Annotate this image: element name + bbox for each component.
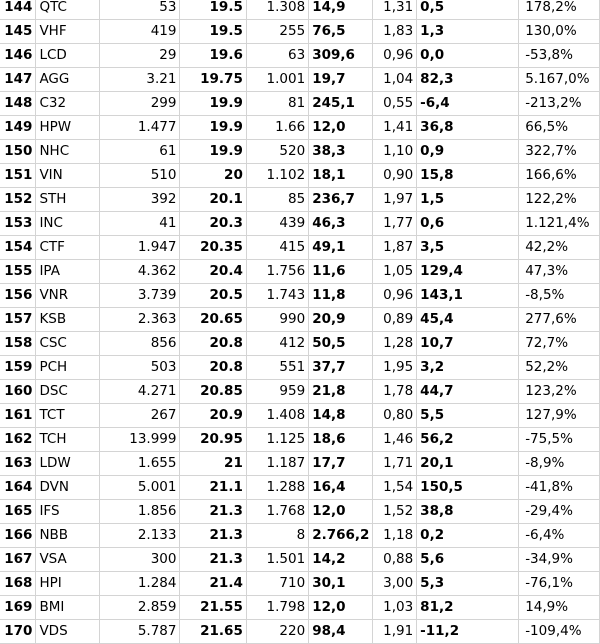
value-d-cell[interactable]: 76,5 [309, 20, 373, 44]
value-e-cell[interactable]: 1,05 [373, 260, 417, 284]
value-a-cell[interactable]: 1.655 [99, 452, 180, 476]
value-e-cell[interactable]: 1,77 [373, 212, 417, 236]
value-d-cell[interactable]: 11,8 [309, 284, 373, 308]
table-row [0, 428, 600, 452]
value-d-cell[interactable]: 18,6 [309, 428, 373, 452]
value-e-cell[interactable]: 1,04 [373, 68, 417, 92]
value-f-cell[interactable]: 143,1 [417, 284, 519, 308]
ticker-cell[interactable]: VDS [36, 620, 99, 644]
row-number-cell[interactable]: 167 [0, 548, 36, 572]
value-b-cell[interactable]: 20.8 [180, 356, 246, 380]
ticker-cell[interactable]: VNR [36, 284, 99, 308]
value-f-cell[interactable]: 15,8 [417, 164, 519, 188]
value-d-cell[interactable]: 14,9 [309, 0, 373, 20]
value-g-cell[interactable]: 42,2% [519, 236, 600, 260]
value-d-cell[interactable]: 16,4 [309, 476, 373, 500]
value-g-cell[interactable]: 47,3% [519, 260, 600, 284]
value-d-cell[interactable]: 49,1 [309, 236, 373, 260]
value-b-cell[interactable]: 19.9 [180, 116, 246, 140]
table-row [0, 260, 600, 284]
value-d-cell[interactable]: 98,4 [309, 620, 373, 644]
value-c-cell[interactable]: 1.743 [246, 284, 308, 308]
table-row [0, 68, 600, 92]
value-d-cell[interactable]: 309,6 [309, 44, 373, 68]
value-g-cell[interactable]: 72,7% [519, 332, 600, 356]
value-f-cell[interactable]: 150,5 [417, 476, 519, 500]
value-e-cell[interactable]: 1,83 [373, 20, 417, 44]
value-b-cell[interactable]: 21.3 [180, 500, 246, 524]
value-d-cell[interactable]: 19,7 [309, 68, 373, 92]
value-c-cell[interactable]: 85 [246, 188, 308, 212]
table-row [0, 596, 600, 620]
table-row [0, 404, 600, 428]
ticker-cell[interactable]: TCT [36, 404, 99, 428]
value-d-cell[interactable]: 12,0 [309, 116, 373, 140]
value-f-cell[interactable]: 0,6 [417, 212, 519, 236]
row-number-cell[interactable]: 144 [0, 0, 36, 20]
value-g-cell[interactable]: -76,1% [519, 572, 600, 596]
ticker-cell[interactable]: IPA [36, 260, 99, 284]
value-g-cell[interactable]: 14,9% [519, 596, 600, 620]
value-c-cell[interactable]: 1.125 [246, 428, 308, 452]
value-a-cell[interactable]: 1.477 [99, 116, 180, 140]
value-e-cell[interactable]: 1,52 [373, 500, 417, 524]
value-a-cell[interactable]: 4.362 [99, 260, 180, 284]
value-b-cell[interactable]: 20.95 [180, 428, 246, 452]
value-a-cell[interactable]: 2.133 [99, 524, 180, 548]
value-d-cell[interactable]: 11,6 [309, 260, 373, 284]
value-a-cell[interactable]: 510 [99, 164, 180, 188]
ticker-cell[interactable]: HPI [36, 572, 99, 596]
value-f-cell[interactable]: 36,8 [417, 116, 519, 140]
value-f-cell[interactable]: 0,0 [417, 44, 519, 68]
value-e-cell[interactable]: 1,46 [373, 428, 417, 452]
ticker-cell[interactable]: TCH [36, 428, 99, 452]
value-a-cell[interactable]: 300 [99, 548, 180, 572]
ticker-cell[interactable]: NBB [36, 524, 99, 548]
ticker-cell[interactable]: HPW [36, 116, 99, 140]
ticker-cell[interactable]: C32 [36, 92, 99, 116]
row-number-cell[interactable]: 170 [0, 620, 36, 644]
value-c-cell[interactable]: 8 [246, 524, 308, 548]
value-f-cell[interactable]: 20,1 [417, 452, 519, 476]
value-f-cell[interactable]: 0,2 [417, 524, 519, 548]
value-g-cell[interactable]: 5.167,0% [519, 68, 600, 92]
ticker-cell[interactable]: KSB [36, 308, 99, 332]
value-f-cell[interactable]: 129,4 [417, 260, 519, 284]
value-c-cell[interactable]: 551 [246, 356, 308, 380]
value-c-cell[interactable]: 1.102 [246, 164, 308, 188]
table-row [0, 572, 600, 596]
value-a-cell[interactable]: 5.001 [99, 476, 180, 500]
value-f-cell[interactable]: 45,4 [417, 308, 519, 332]
value-b-cell[interactable]: 21.3 [180, 524, 246, 548]
value-c-cell[interactable]: 439 [246, 212, 308, 236]
value-f-cell[interactable]: 3,5 [417, 236, 519, 260]
value-c-cell[interactable]: 710 [246, 572, 308, 596]
value-b-cell[interactable]: 21.55 [180, 596, 246, 620]
table-row [0, 0, 600, 20]
value-b-cell[interactable]: 20.8 [180, 332, 246, 356]
value-g-cell[interactable]: 178,2% [519, 0, 600, 20]
value-c-cell[interactable]: 1.288 [246, 476, 308, 500]
value-f-cell[interactable]: -11,2 [417, 620, 519, 644]
table-row [0, 356, 600, 380]
row-number-cell[interactable]: 159 [0, 356, 36, 380]
value-g-cell[interactable]: -41,8% [519, 476, 600, 500]
value-b-cell[interactable]: 20.4 [180, 260, 246, 284]
table-row [0, 548, 600, 572]
table-row [0, 308, 600, 332]
value-e-cell[interactable]: 3,00 [373, 572, 417, 596]
table-row [0, 212, 600, 236]
value-b-cell[interactable]: 19.9 [180, 92, 246, 116]
row-number-cell[interactable]: 146 [0, 44, 36, 68]
value-e-cell[interactable]: 1,78 [373, 380, 417, 404]
ticker-cell[interactable]: DVN [36, 476, 99, 500]
table-row [0, 140, 600, 164]
value-f-cell[interactable]: 3,2 [417, 356, 519, 380]
value-a-cell[interactable]: 61 [99, 140, 180, 164]
row-number-cell[interactable]: 149 [0, 116, 36, 140]
ticker-cell[interactable]: CSC [36, 332, 99, 356]
value-a-cell[interactable]: 1.284 [99, 572, 180, 596]
value-g-cell[interactable]: -6,4% [519, 524, 600, 548]
value-f-cell[interactable]: 5,6 [417, 548, 519, 572]
value-b-cell[interactable]: 19.9 [180, 140, 246, 164]
row-number-cell[interactable]: 154 [0, 236, 36, 260]
value-f-cell[interactable]: 38,8 [417, 500, 519, 524]
value-d-cell[interactable]: 2.766,2 [309, 524, 373, 548]
value-e-cell[interactable]: 0,96 [373, 44, 417, 68]
table-row [0, 380, 600, 404]
value-d-cell[interactable]: 20,9 [309, 308, 373, 332]
value-b-cell[interactable]: 19.5 [180, 20, 246, 44]
value-g-cell[interactable]: -53,8% [519, 44, 600, 68]
value-e-cell[interactable]: 1,95 [373, 356, 417, 380]
value-e-cell[interactable]: 0,80 [373, 404, 417, 428]
row-number-cell[interactable]: 150 [0, 140, 36, 164]
value-a-cell[interactable]: 2.859 [99, 596, 180, 620]
value-c-cell[interactable]: 1.798 [246, 596, 308, 620]
value-g-cell[interactable]: -75,5% [519, 428, 600, 452]
value-g-cell[interactable]: 123,2% [519, 380, 600, 404]
table-row [0, 92, 600, 116]
row-number-cell[interactable]: 148 [0, 92, 36, 116]
value-g-cell[interactable]: 122,2% [519, 188, 600, 212]
row-number-cell[interactable]: 160 [0, 380, 36, 404]
value-b-cell[interactable]: 20.35 [180, 236, 246, 260]
value-b-cell[interactable]: 20.9 [180, 404, 246, 428]
value-c-cell[interactable]: 1.501 [246, 548, 308, 572]
value-g-cell[interactable]: 322,7% [519, 140, 600, 164]
value-b-cell[interactable]: 21 [180, 452, 246, 476]
value-d-cell[interactable]: 30,1 [309, 572, 373, 596]
value-c-cell[interactable]: 990 [246, 308, 308, 332]
ticker-cell[interactable]: VIN [36, 164, 99, 188]
value-a-cell[interactable]: 856 [99, 332, 180, 356]
value-c-cell[interactable]: 220 [246, 620, 308, 644]
row-number-cell[interactable]: 151 [0, 164, 36, 188]
value-c-cell[interactable]: 1.187 [246, 452, 308, 476]
value-f-cell[interactable]: 1,3 [417, 20, 519, 44]
value-a-cell[interactable]: 2.363 [99, 308, 180, 332]
ticker-cell[interactable]: CTF [36, 236, 99, 260]
value-f-cell[interactable]: 5,5 [417, 404, 519, 428]
value-f-cell[interactable]: 81,2 [417, 596, 519, 620]
value-g-cell[interactable]: -34,9% [519, 548, 600, 572]
value-d-cell[interactable]: 14,8 [309, 404, 373, 428]
table-row [0, 116, 600, 140]
value-b-cell[interactable]: 20.5 [180, 284, 246, 308]
ticker-cell[interactable]: INC [36, 212, 99, 236]
row-number-cell[interactable]: 153 [0, 212, 36, 236]
value-f-cell[interactable]: 44,7 [417, 380, 519, 404]
row-number-cell[interactable]: 157 [0, 308, 36, 332]
value-b-cell[interactable]: 21.4 [180, 572, 246, 596]
value-f-cell[interactable]: 5,3 [417, 572, 519, 596]
value-d-cell[interactable]: 46,3 [309, 212, 373, 236]
value-b-cell[interactable]: 20.65 [180, 308, 246, 332]
value-e-cell[interactable]: 1,87 [373, 236, 417, 260]
value-e-cell[interactable]: 1,31 [373, 0, 417, 20]
value-a-cell[interactable]: 267 [99, 404, 180, 428]
value-f-cell[interactable]: 0,5 [417, 0, 519, 20]
ticker-cell[interactable]: DSC [36, 380, 99, 404]
table-row [0, 500, 600, 524]
value-a-cell[interactable]: 392 [99, 188, 180, 212]
value-f-cell[interactable]: 10,7 [417, 332, 519, 356]
row-number-cell[interactable]: 162 [0, 428, 36, 452]
value-g-cell[interactable]: -213,2% [519, 92, 600, 116]
value-a-cell[interactable]: 13.999 [99, 428, 180, 452]
value-c-cell[interactable]: 520 [246, 140, 308, 164]
value-e-cell[interactable]: 1,28 [373, 332, 417, 356]
value-g-cell[interactable]: -29,4% [519, 500, 600, 524]
value-e-cell[interactable]: 0,96 [373, 284, 417, 308]
value-e-cell[interactable]: 1,91 [373, 620, 417, 644]
value-d-cell[interactable]: 245,1 [309, 92, 373, 116]
value-b-cell[interactable]: 20.3 [180, 212, 246, 236]
ticker-cell[interactable]: STH [36, 188, 99, 212]
value-c-cell[interactable]: 415 [246, 236, 308, 260]
table-row [0, 524, 600, 548]
value-g-cell[interactable]: 130,0% [519, 20, 600, 44]
table-row [0, 620, 600, 644]
value-a-cell[interactable]: 41 [99, 212, 180, 236]
value-f-cell[interactable]: 82,3 [417, 68, 519, 92]
row-number-cell[interactable]: 168 [0, 572, 36, 596]
ticker-cell[interactable]: QTC [36, 0, 99, 20]
value-d-cell[interactable]: 50,5 [309, 332, 373, 356]
value-d-cell[interactable]: 37,7 [309, 356, 373, 380]
value-g-cell[interactable]: -109,4% [519, 620, 600, 644]
value-e-cell[interactable]: 1,54 [373, 476, 417, 500]
row-number-cell[interactable]: 155 [0, 260, 36, 284]
value-e-cell[interactable]: 0,90 [373, 164, 417, 188]
value-e-cell[interactable]: 1,97 [373, 188, 417, 212]
value-c-cell[interactable]: 1.408 [246, 404, 308, 428]
value-a-cell[interactable]: 419 [99, 20, 180, 44]
value-c-cell[interactable]: 255 [246, 20, 308, 44]
row-number-cell[interactable]: 161 [0, 404, 36, 428]
ticker-cell[interactable]: VSA [36, 548, 99, 572]
value-g-cell[interactable]: 52,2% [519, 356, 600, 380]
value-c-cell[interactable]: 63 [246, 44, 308, 68]
value-b-cell[interactable]: 20 [180, 164, 246, 188]
row-number-cell[interactable]: 166 [0, 524, 36, 548]
value-b-cell[interactable]: 21.3 [180, 548, 246, 572]
row-number-cell[interactable]: 147 [0, 68, 36, 92]
ticker-cell[interactable]: LCD [36, 44, 99, 68]
value-f-cell[interactable]: 56,2 [417, 428, 519, 452]
table-row [0, 20, 600, 44]
value-a-cell[interactable]: 5.787 [99, 620, 180, 644]
table-row [0, 44, 600, 68]
value-a-cell[interactable]: 3.739 [99, 284, 180, 308]
row-number-cell[interactable]: 156 [0, 284, 36, 308]
value-g-cell[interactable]: 166,6% [519, 164, 600, 188]
value-c-cell[interactable]: 1.66 [246, 116, 308, 140]
value-b-cell[interactable]: 20.1 [180, 188, 246, 212]
ticker-cell[interactable]: IFS [36, 500, 99, 524]
value-a-cell[interactable]: 53 [99, 0, 180, 20]
row-number-cell[interactable]: 164 [0, 476, 36, 500]
value-c-cell[interactable]: 1.768 [246, 500, 308, 524]
value-c-cell[interactable]: 412 [246, 332, 308, 356]
value-a-cell[interactable]: 299 [99, 92, 180, 116]
value-b-cell[interactable]: 20.85 [180, 380, 246, 404]
row-number-cell[interactable]: 163 [0, 452, 36, 476]
value-c-cell[interactable]: 959 [246, 380, 308, 404]
value-g-cell[interactable]: -8,5% [519, 284, 600, 308]
value-b-cell[interactable]: 19.5 [180, 0, 246, 20]
value-d-cell[interactable]: 17,7 [309, 452, 373, 476]
value-c-cell[interactable]: 1.001 [246, 68, 308, 92]
value-f-cell[interactable]: 1,5 [417, 188, 519, 212]
value-b-cell[interactable]: 21.1 [180, 476, 246, 500]
table-row [0, 476, 600, 500]
value-g-cell[interactable]: 66,5% [519, 116, 600, 140]
value-a-cell[interactable]: 3.21 [99, 68, 180, 92]
table-row [0, 452, 600, 476]
ticker-cell[interactable]: VHF [36, 20, 99, 44]
value-e-cell[interactable]: 1,18 [373, 524, 417, 548]
value-e-cell[interactable]: 1,03 [373, 596, 417, 620]
value-e-cell[interactable]: 1,71 [373, 452, 417, 476]
value-g-cell[interactable]: 127,9% [519, 404, 600, 428]
value-a-cell[interactable]: 1.947 [99, 236, 180, 260]
value-c-cell[interactable]: 1.308 [246, 0, 308, 20]
table-row [0, 332, 600, 356]
value-g-cell[interactable]: 1.121,4% [519, 212, 600, 236]
row-number-cell[interactable]: 152 [0, 188, 36, 212]
value-a-cell[interactable]: 4.271 [99, 380, 180, 404]
ticker-cell[interactable]: AGG [36, 68, 99, 92]
value-g-cell[interactable]: 277,6% [519, 308, 600, 332]
value-g-cell[interactable]: -8,9% [519, 452, 600, 476]
value-f-cell[interactable]: 0,9 [417, 140, 519, 164]
table-row [0, 236, 600, 260]
value-d-cell[interactable]: 12,0 [309, 500, 373, 524]
value-b-cell[interactable]: 19.75 [180, 68, 246, 92]
value-d-cell[interactable]: 14,2 [309, 548, 373, 572]
value-f-cell[interactable]: -6,4 [417, 92, 519, 116]
value-e-cell[interactable]: 1,41 [373, 116, 417, 140]
value-e-cell[interactable]: 1,10 [373, 140, 417, 164]
value-a-cell[interactable]: 1.856 [99, 500, 180, 524]
ticker-cell[interactable]: LDW [36, 452, 99, 476]
value-d-cell[interactable]: 236,7 [309, 188, 373, 212]
value-b-cell[interactable]: 19.6 [180, 44, 246, 68]
value-c-cell[interactable]: 1.756 [246, 260, 308, 284]
value-b-cell[interactable]: 21.65 [180, 620, 246, 644]
ticker-cell[interactable]: NHC [36, 140, 99, 164]
row-number-cell[interactable]: 158 [0, 332, 36, 356]
value-d-cell[interactable]: 38,3 [309, 140, 373, 164]
value-d-cell[interactable]: 21,8 [309, 380, 373, 404]
value-e-cell[interactable]: 0,88 [373, 548, 417, 572]
ticker-cell[interactable]: PCH [36, 356, 99, 380]
value-a-cell[interactable]: 29 [99, 44, 180, 68]
ticker-cell[interactable]: BMI [36, 596, 99, 620]
value-a-cell[interactable]: 503 [99, 356, 180, 380]
table-row [0, 284, 600, 308]
row-number-cell[interactable]: 145 [0, 20, 36, 44]
row-number-cell[interactable]: 165 [0, 500, 36, 524]
table-row [0, 188, 600, 212]
value-c-cell[interactable]: 81 [246, 92, 308, 116]
table-row [0, 164, 600, 188]
row-number-cell[interactable]: 169 [0, 596, 36, 620]
value-d-cell[interactable]: 18,1 [309, 164, 373, 188]
value-e-cell[interactable]: 0,55 [373, 92, 417, 116]
value-e-cell[interactable]: 0,89 [373, 308, 417, 332]
value-d-cell[interactable]: 12,0 [309, 596, 373, 620]
